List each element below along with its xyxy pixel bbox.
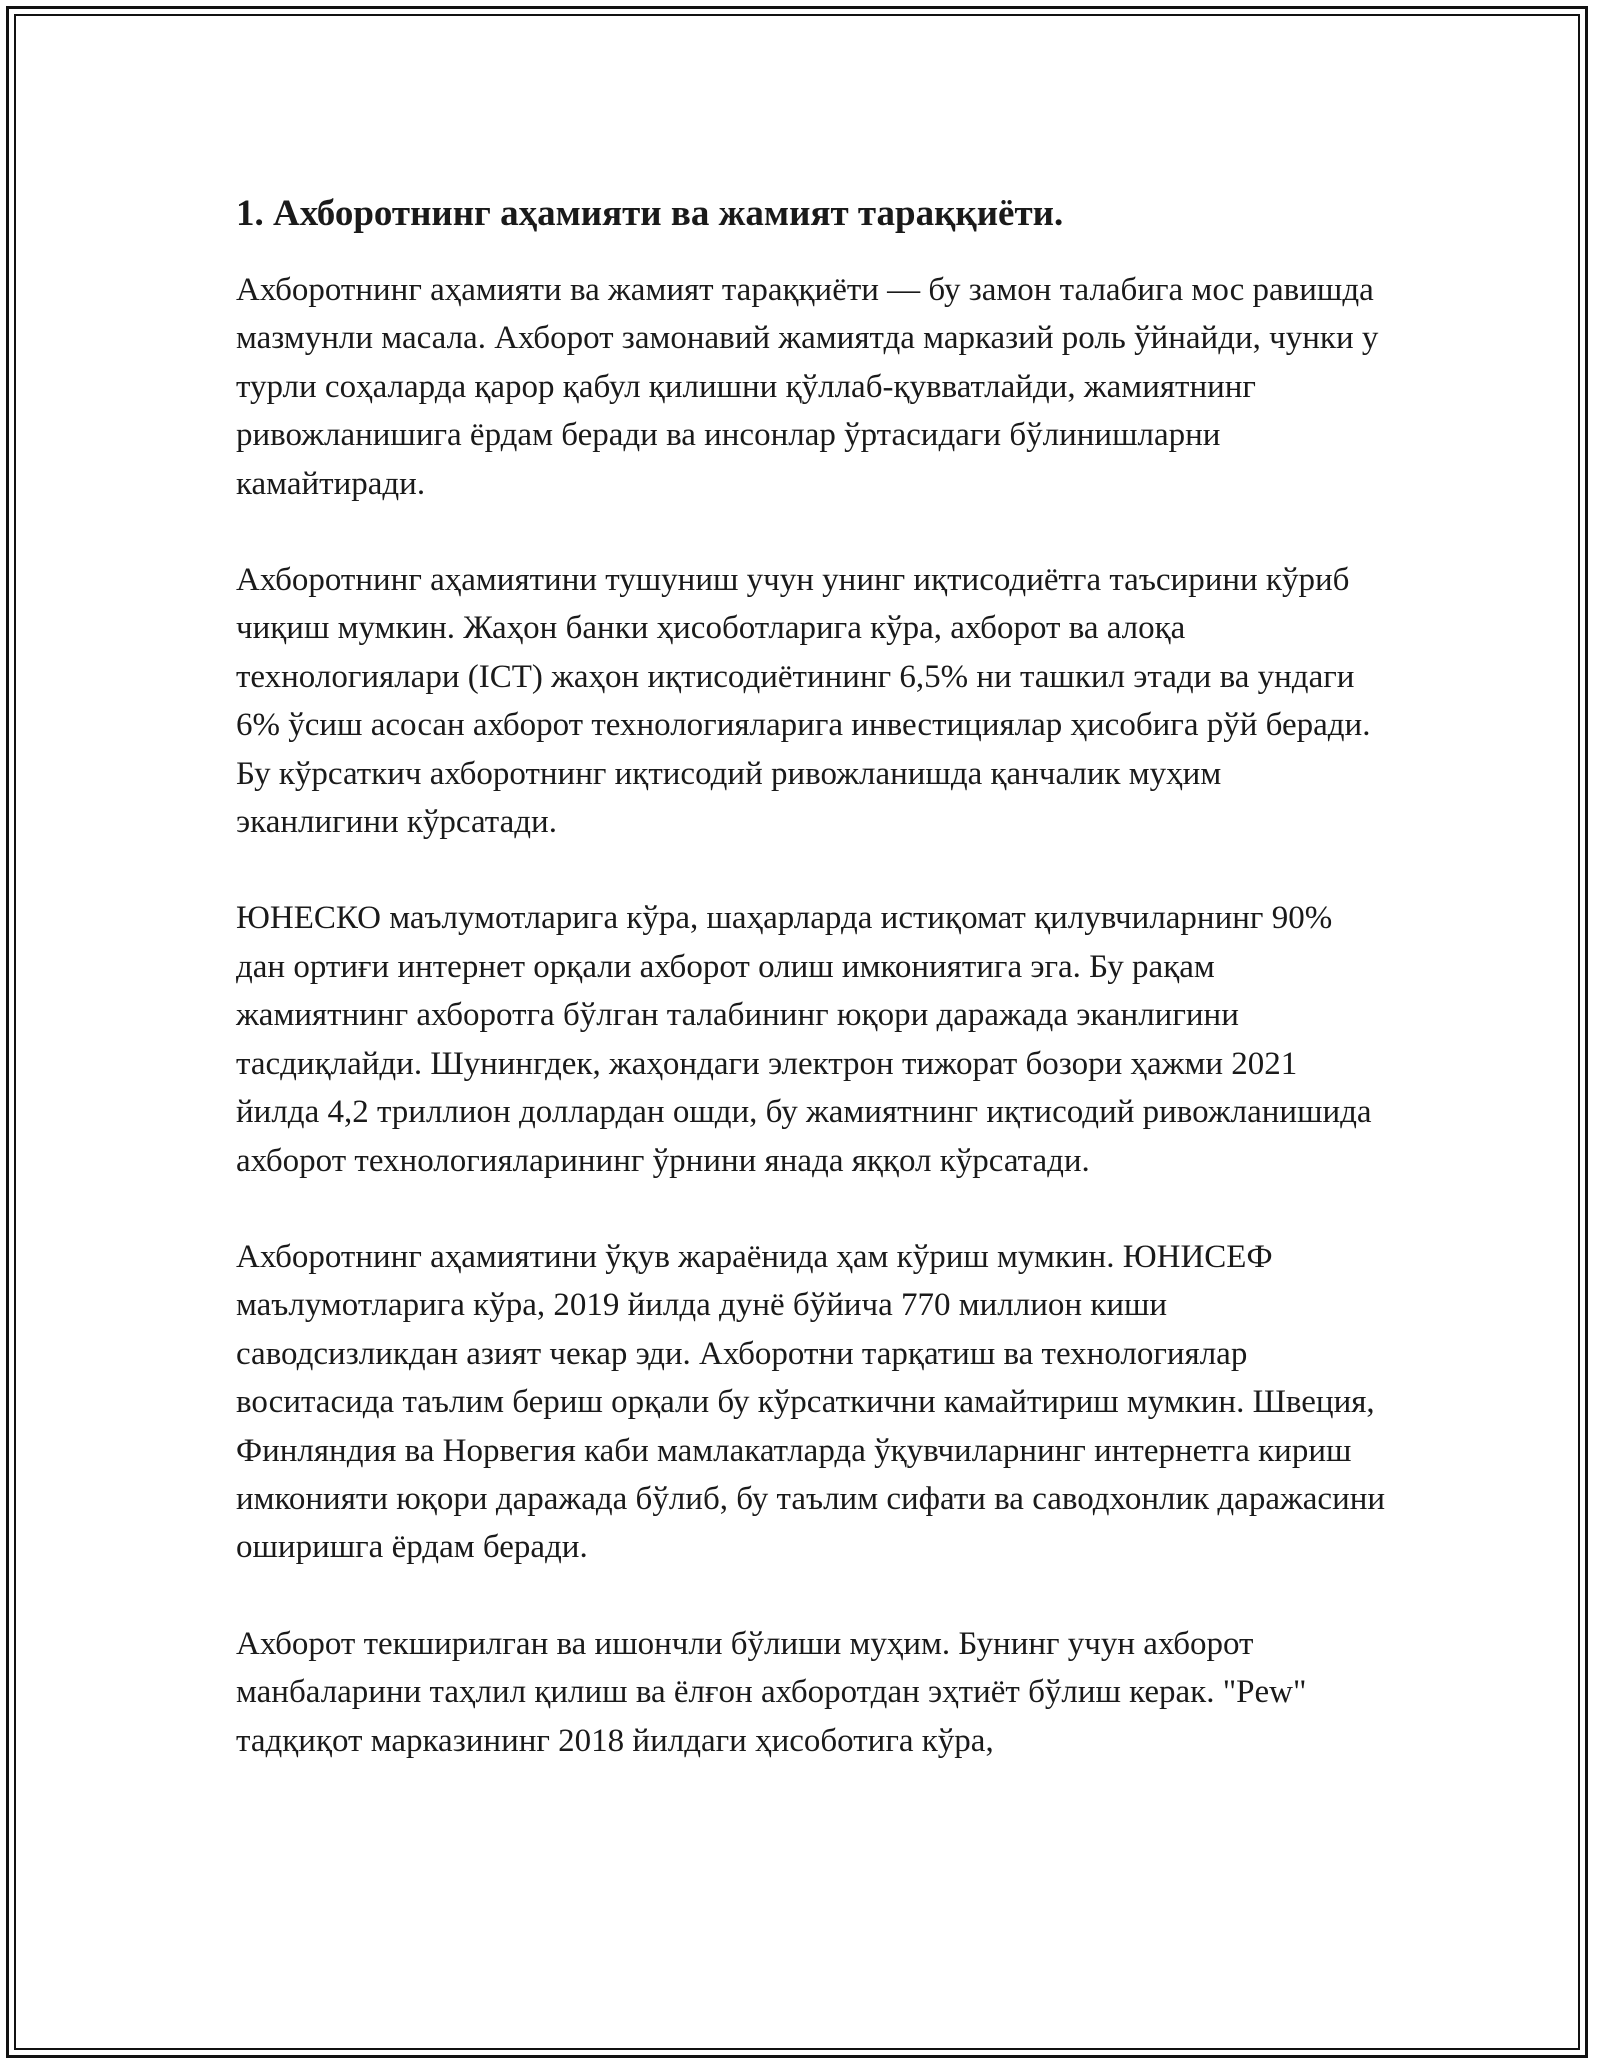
paragraph-intro: Ахборотнинг аҳамияти ва жамият тараққиёти — бу замон талабига мос равишда мазмунли масала. Ахборот замонавий жамиятда марказий роль ўйнайди, чунки у турли соҳаларда қарор қабул қилишни қўллаб-қувватлайди, жамиятнинг ривожланишига ёрдам беради ва инсонлар ўртасидаги бўлинишларни камайтиради. [236, 272, 1379, 502]
paragraph-education: Ахборотнинг аҳамиятини ўқув жараёнида ҳам кўриш мумкин. ЮНИСЕФ маълумотларига кўра, 2019 йилда дунё бўйича 770 миллион киши саводсизликдан азият чекар эди. Ахборотни тарқатиш ва технологиялар воситасида таълим бериш орқали бу кўрсаткични камайтириш мумкин. Швеция, Финляндия ва Норвегия каби мамлакатларда ўқувчиларнинг интернетга кириш имконияти юқори даражада бўлиб, бу таълим сифати ва саводхонлик даражасини оширишга ёрдам беради. [236, 1238, 1386, 1566]
paragraph-reliability: Ахборот текширилган ва ишончли бўлиши муҳим. Бунинг учун ахборот манбаларини таҳлил қилиш ва ёлғон ахборотдан эҳтиёт бўлиш керак. "Pew" тадқиқот марказининг 2018 йилдаги ҳисоботига кўра, [236, 1625, 1307, 1759]
document-body [236, 186, 1386, 1813]
section-heading: 1. Ахборотнинг аҳамияти ва жамият тараққиёти. [236, 193, 1064, 234]
paragraph-economy: Ахборотнинг аҳамиятини тушуниш учун унинг иқтисодиётга таъсирини кўриб чиқиш мумкин. Жаҳон банки ҳисоботларига кўра, ахборот ва алоқа технологиялари (ICT) жаҳон иқтисодиётининг 6,5% ни ташкил этади ва ундаги 6% ўсиш асосан ахборот технологияларига инвестициялар ҳисобига рўй беради. Бу кўрсаткич ахборотнинг иқтисодий ривожланишда қанчалик муҳим эканлигини кўрсатади. [236, 562, 1371, 841]
paragraph-unesco: ЮНЕСКО маълумотларига кўра, шаҳарларда истиқомат қилувчиларнинг 90% дан ортиғи интернет орқали ахборот олиш имкониятига эга. Бу рақам жамиятнинг ахборотга бўлган талабининг юқори даражада эканлигини тасдиқлайди. Шунингдек, жаҳондаги электрон тижорат бозори ҳажми 2021 йилда 4,2 триллион доллардан ошди, бу жамиятнинг иқтисодий ривожланишида ахборот технологияларининг ўрнини янада яққол кўрсатади. [236, 900, 1372, 1179]
